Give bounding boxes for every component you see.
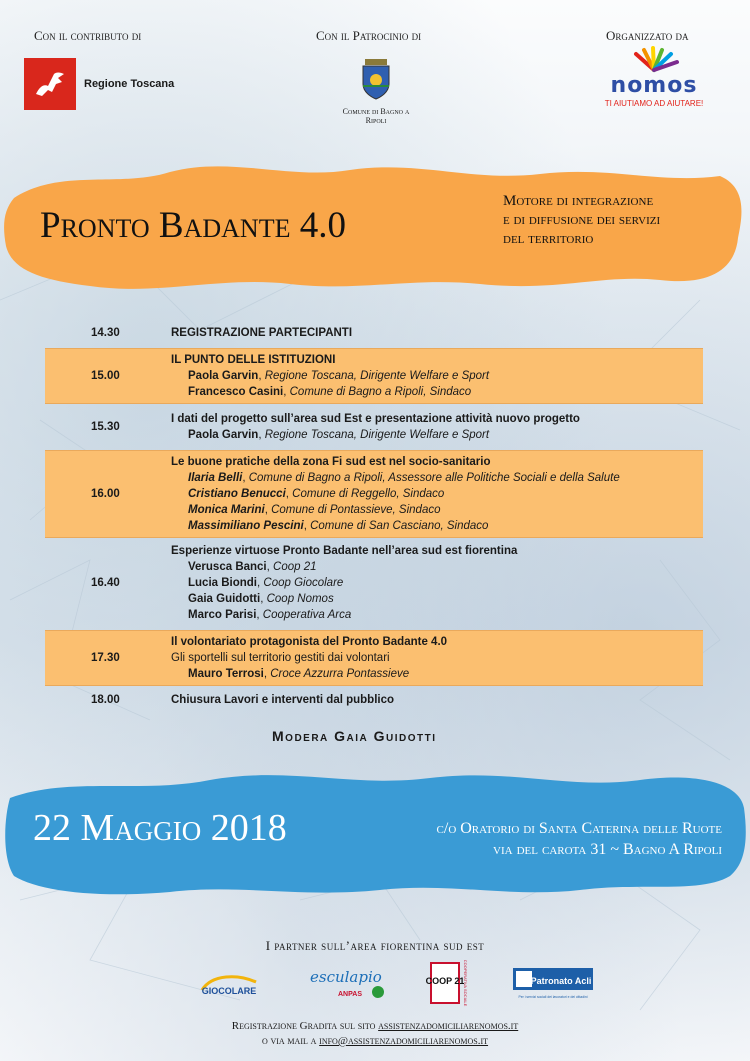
comune-crest-logo	[336, 58, 416, 125]
esculapio-logo	[308, 962, 386, 1004]
speaker-name: Mauro Terrosi	[188, 668, 264, 680]
session-title: Chiusura Lavori e interventi dal pubblico	[171, 694, 395, 706]
agenda-time: 16.00	[91, 488, 120, 500]
footer-line-2	[0, 1034, 750, 1049]
agenda-time: 15.30	[91, 421, 120, 433]
agenda-row	[45, 408, 703, 446]
speaker-role: Croce Azzurra Pontassieve	[270, 668, 410, 680]
crest-icon	[359, 58, 393, 100]
speaker-line: Paola Garvin, Regione Toscana, Dirigente Welfare e Sport	[188, 370, 490, 382]
speaker-line: Marco Parisi, Cooperativa Arca	[188, 609, 352, 621]
speaker-role: Coop Nomos	[266, 593, 334, 605]
agenda-row	[45, 322, 703, 344]
speaker-role: Comune di Bagno a Ripoli, Sindaco	[289, 386, 472, 398]
venue-line-1: c/o Oratorio di Santa Caterina delle Ruote	[436, 820, 722, 837]
event-date: 22 Maggio 2018	[33, 807, 287, 849]
partners-title: I partner sull’area fiorentina sud est	[265, 938, 485, 953]
esculapio-text: esculapio	[310, 968, 382, 986]
patronato-acli-logo	[513, 962, 595, 1004]
coop21-side-text: COOPERATIVA SOCIALE	[463, 959, 468, 1007]
event-title: Pronto Badante 4.0	[40, 205, 346, 246]
speaker-line: Monica Marini, Comune di Pontassieve, Sindaco	[188, 504, 441, 516]
speaker-role: Coop 21	[273, 561, 317, 573]
agenda-content	[171, 631, 703, 685]
footer-registration-text: Registrazione Gradita sul sito	[231, 1020, 379, 1032]
speaker-name: Gaia Guidotti	[188, 593, 261, 605]
speaker-name: Lucia Biondi	[188, 577, 257, 589]
anpas-text: ANPAS	[338, 991, 362, 998]
speaker-line: Paola Garvin, Regione Toscana, Dirigente Welfare e Sport	[188, 429, 490, 441]
agenda-row	[45, 630, 703, 686]
regione-name: Regione Toscana	[84, 78, 175, 90]
agenda-content	[171, 322, 703, 344]
email-link[interactable]: info@assistenzadomiciliarenomos.it	[319, 1035, 489, 1047]
speaker-line: Verusca Banci, Coop 21	[188, 561, 317, 573]
speaker-name: Paola Garvin	[188, 370, 259, 382]
venue-line-2: via del carota 31 ~ Bagno A Ripoli	[493, 841, 722, 858]
giocolare-text: GIOCOLARE	[201, 986, 257, 996]
footer	[0, 1019, 750, 1049]
subtitle-line-1: Motore di integrazione	[503, 193, 654, 209]
nomos-tagline: TI AIUTIAMO AD AIUTARE!	[604, 99, 704, 108]
contributo-label: Con il contributo di	[34, 28, 142, 43]
speaker-line: Francesco Casini, Comune di Bagno a Ripoli, Sindaco	[188, 386, 472, 398]
subtitle-line-2: e di diffusione dei servizi	[503, 212, 661, 228]
agenda-content	[171, 349, 703, 403]
event-venue	[437, 818, 722, 860]
footer-mail-text: o via mail a	[261, 1035, 320, 1047]
agenda-row	[45, 348, 703, 404]
partner-logos	[198, 959, 598, 1007]
speaker-name: Marco Parisi	[188, 609, 257, 621]
footer-line-1	[0, 1019, 750, 1034]
agenda-time: 18.00	[91, 694, 120, 706]
agenda-content	[171, 540, 703, 626]
speaker-line: Lucia Biondi, Coop Giocolare	[188, 577, 344, 589]
agenda-content	[171, 689, 703, 711]
organizzato-label: Organizzato da	[606, 28, 689, 43]
speaker-role: Coop Giocolare	[263, 577, 344, 589]
rainbow-hands-icon	[624, 46, 684, 72]
agenda-time: 15.00	[91, 370, 120, 382]
speaker-line: Gaia Guidotti, Coop Nomos	[188, 593, 334, 605]
coop21-logo	[425, 959, 468, 1007]
speaker-name: Massimiliano Pescini	[188, 520, 304, 532]
agenda-time: 14.30	[91, 327, 120, 339]
agenda-row	[45, 540, 703, 626]
speaker-role: Regione Toscana, Dirigente Welfare e Sport	[264, 370, 490, 382]
agenda-time: 16.40	[91, 577, 120, 589]
speaker-role: Regione Toscana, Dirigente Welfare e Sport	[264, 429, 490, 441]
speaker-role: Comune di San Casciano, Sindaco	[310, 520, 489, 532]
speaker-role: Comune di Reggello, Sindaco	[292, 488, 445, 500]
regione-toscana-logo	[24, 58, 174, 110]
session-title: REGISTRAZIONE PARTECIPANTI	[171, 327, 353, 339]
speaker-line: Ilaria Belli, Comune di Bagno a Ripoli, Assessore alle Politiche Sociali e della Salute	[188, 472, 620, 484]
session-title: Le buone pratiche della zona Fi sud est nel socio-sanitario	[171, 456, 491, 468]
agenda-row	[45, 450, 703, 538]
patronato-text: Patronato Acli	[530, 976, 592, 986]
coop21-text: COOP 21	[425, 976, 465, 986]
patrocinio-label: Con il Patrocinio di	[316, 28, 422, 43]
subtitle-line-3: del territorio	[503, 231, 594, 247]
session-note: Gli sportelli sul territorio gestiti dai volontari	[171, 652, 390, 664]
agenda-content	[171, 451, 703, 537]
event-subtitle	[503, 192, 660, 249]
session-title: Esperienze virtuose Pronto Badante nell’area sud est fiorentina	[171, 545, 518, 557]
pegasus-icon	[24, 58, 76, 110]
speaker-name: Monica Marini	[188, 504, 265, 516]
speaker-line: Cristiano Benucci, Comune di Reggello, Sindaco	[188, 488, 445, 500]
speaker-line: Mauro Terrosi, Croce Azzurra Pontassieve	[188, 668, 410, 680]
nomos-logo	[598, 46, 710, 108]
speaker-role: Cooperativa Arca	[262, 609, 352, 621]
agenda-row	[45, 689, 703, 711]
session-title: IL PUNTO DELLE ISTITUZIONI	[171, 354, 336, 366]
session-title: Il volontariato protagonista del Pronto Badante 4.0	[171, 636, 448, 648]
speaker-role: Comune di Pontassieve, Sindaco	[271, 504, 441, 516]
website-link[interactable]: assistenzadomiciliarenomos.it	[378, 1020, 519, 1032]
speaker-name: Francesco Casini	[188, 386, 284, 398]
speaker-line: Massimiliano Pescini, Comune di San Casciano, Sindaco	[188, 520, 489, 532]
giocolare-logo	[198, 962, 260, 1004]
session-title: I dati del progetto sull’area sud Est e presentazione attività nuovo progetto	[171, 413, 580, 425]
moderator: Modera Gaia Guidotti	[272, 728, 437, 744]
speaker-name: Cristiano Benucci	[188, 488, 286, 500]
nomos-wordmark: nomos	[610, 73, 698, 98]
comune-caption: Comune di Bagno a Ripoli	[342, 107, 410, 125]
speaker-role: Comune di Bagno a Ripoli, Assessore alle Politiche Sociali e della Salute	[248, 472, 620, 484]
agenda-table	[45, 322, 703, 711]
agenda-time: 17.30	[91, 652, 120, 664]
speaker-name: Verusca Banci	[188, 561, 267, 573]
speaker-name: Paola Garvin	[188, 429, 259, 441]
speaker-name: Ilaria Belli	[188, 472, 243, 484]
patronato-tag: Per i servizi sociali dei lavoratori e dei cittadini	[518, 995, 588, 999]
agenda-content	[171, 408, 703, 446]
